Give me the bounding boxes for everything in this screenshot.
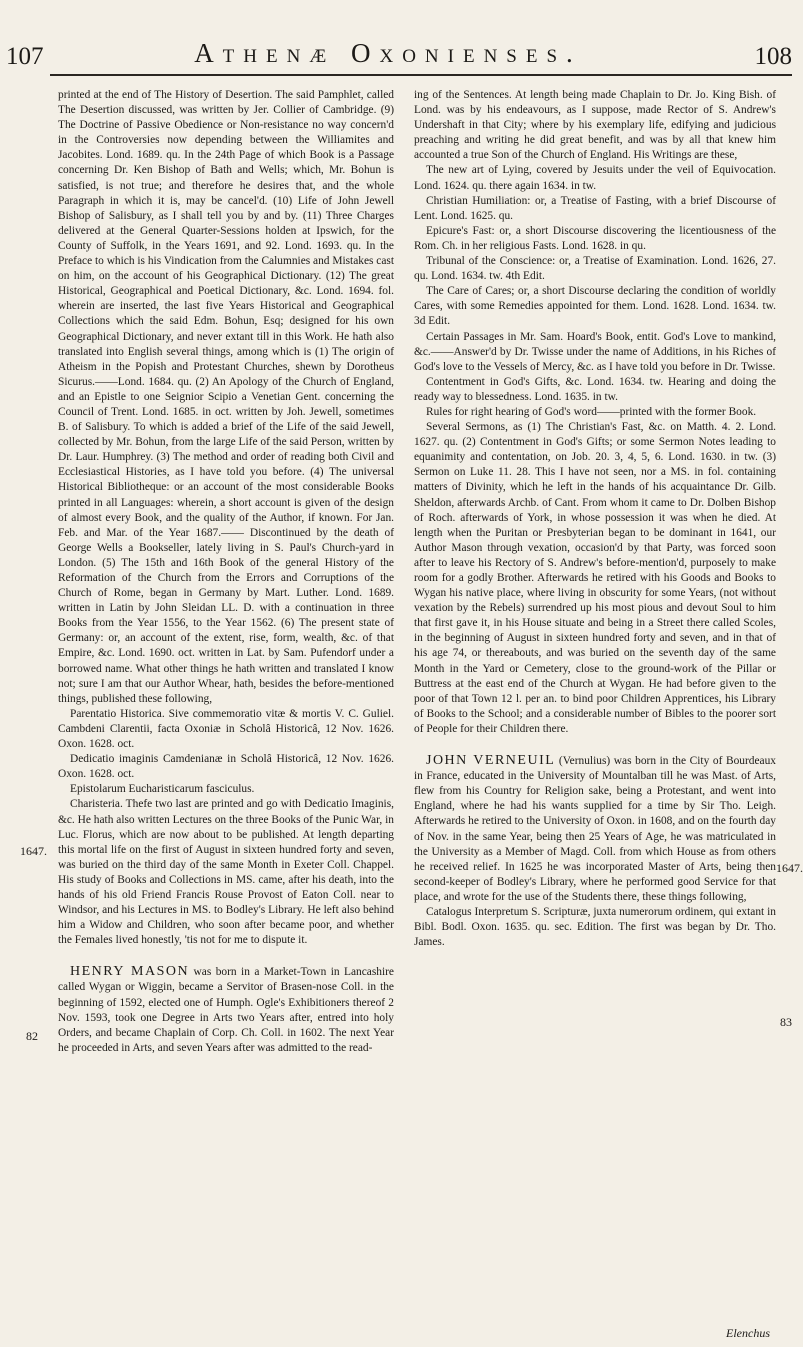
left-page-number: 107 bbox=[6, 43, 44, 70]
verneuil-entry bbox=[414, 753, 776, 905]
mason-text: was born in a Market-Town in Lancashire called Wygan or Wiggin, became a Servitor of Brasen-nose Coll. in the beginning of 1592, elected one of Humph. Ogle's Exhibitioners thereof 2 Nov. 1593, took one Degree in Arts two Years after, entred into holy Orders, and became Chaplain of Corp. Ch. Coll. in 1602. The next Year he proceeded in Arts, and seven Years after was admitted to the read- bbox=[58, 966, 394, 1054]
work-entry: Several Sermons, as (1) The Christian's Fast, &c. on Matth. 4. 2. Lond. 1627. qu. (2) Contentment in God's Gifts; or some Sermon Notes leading to equanimity and contentation, on Job. 20. 3, 4, 5, 6. Lond. 1630. in tw. (3) Sermon on Luke 11. 28. This I have not seen, nor a MS. in fol. containing matters of Divinity, which he left in the hands of his acquaintance Dr. Gilb. Sheldon, afterwards Archb. of Cant. From whom it came to Dr. Dolben Bishop of Roch. afterwards of York, in whose possession it was when he died. At length when the Puritan or Presbyterian began to be dominant in 1641, our Author Mason through vexation, occasion'd by that Party, was forced soon after to leave his Rectory of S. Andrew's before-mention'd, purposely to make room for a godly Brother. Afterwards he retired with his Goods and Books to Wygan his native place, where living in obscurity for some Years, (not without vexation by the Rebels) surrendred up his most pious and devout Soul to him that first gave it, in his House situate and being in a Street there called Scoles, in the beginning of August in sixteen hundred forty and seven, and in that of his age 74, or thereabouts, and was buried on the seventh day of the same Month in the Yard or Cemetery, close to the ground-work of the Pillar or Buttress at the east end of the Church at Wygan. He had before given to the poor of that Town 12 l. per an. to bind poor Children Apprentices, his Library of Books to the School; and a considerable number of Bibles to the poorer sort of People for their Children there. bbox=[414, 421, 776, 735]
work-entry: Christian Humiliation: or, a Treatise of Fasting, with a brief Discourse of Lent. Lond. 1625. qu. bbox=[414, 194, 776, 222]
right-page-number: 108 bbox=[754, 43, 792, 70]
margin-number-left: 82 bbox=[26, 1029, 38, 1043]
work-entry: Epistolarum Eucharisticarum fasciculus. bbox=[70, 783, 255, 796]
work-entry: Charisteria. Thefe two last are printed and go with Dedicatio Imaginis, &c. He hath also written Lectures on the three Books of the Punic War, in Luc. Florus, which are now about to be published. At length departing this mortal life on the first of August in sixteen hundred forty and seven, was buried on the third day of the same Month in Exeter Coll. Chappel. His study of Books and Collections in MS. came, after his death, into the hands of his old Friend Francis Rouse Provost of Eaton Coll. near to Windsor, and his Lectures in MS. to Bodley's Library. He left also behind him a Widow and Children, who soon after became poor, and whether the Females lived honestly, 'tis not for me to dispute it. bbox=[58, 798, 394, 947]
header-rule bbox=[50, 74, 792, 76]
work-entry: Certain Passages in Mr. Sam. Hoard's Book, entit. God's Love to mankind, &c.——Answer'd by Dr. Twisse under the name of Additions, in his Riches of God's love to the Vessels of Mercy, &c. as I have told you before in Dr. Twisse. bbox=[414, 330, 776, 373]
page-header bbox=[0, 0, 800, 70]
work-entry: Catalogus Interpretum S. Scripturæ, juxta numerorum ordinem, qui extant in Bibl. Bodl. Oxon. 1635. qu. sec. Edition. The first was began by Dr. Tho. James. bbox=[414, 905, 776, 949]
catchword: Elenchus bbox=[726, 1326, 770, 1340]
mason-continued: ing of the Sentences. At length being made Chaplain to Dr. Jo. King Bish. of Lond. was by his endeavours, as I suppose, made Rector of S. Andrew's Undershaft in that City; where by his exemplary life, edifying and judicious preaching and writing he did great benefit, and was by all that knew him accounted a true Son of the Church of England. His Writings are these, bbox=[414, 89, 776, 162]
verneuil-name: JOHN VERNEUIL bbox=[426, 753, 556, 769]
margin-year-right: 1647. bbox=[776, 861, 803, 875]
mason-name: HENRY MASON bbox=[70, 964, 190, 980]
margin-year-left: 1647. bbox=[20, 844, 47, 858]
mason-entry bbox=[58, 964, 394, 1056]
work-entry: Tribunal of the Conscience: or, a Treatise of Examination. Lond. 1626, 27. qu. Lond. 1634. tw. 4th Edit. bbox=[414, 255, 776, 283]
work-entry: The Care of Cares; or, a short Discourse declaring the condition of worldly Cares, with some Remedies appointed for them. Lond. 1628. Lond. 1634. tw. 3d Edit. bbox=[414, 285, 776, 328]
running-title: Athenæ Oxonienses. bbox=[194, 38, 582, 68]
work-entry: Parentatio Historica. Sive commemoratio vitæ & mortis V. C. Guliel. Cambdeni Clarentii, facta Oxoniæ in Scholâ Historicâ, 12 Nov. 1626. Oxon. 1628. oct. bbox=[58, 707, 394, 751]
work-entry: The new art of Lying, covered by Jesuits under the veil of Equivocation. Lond. 1624. qu. there again 1634. in tw. bbox=[414, 164, 776, 192]
work-entry: Rules for right hearing of God's word——printed with the former Book. bbox=[426, 405, 757, 418]
work-entry: Contentment in God's Gifts, &c. Lond. 1634. tw. Hearing and doing the ready way to blessedness. Lond. 1635. in tw. bbox=[414, 375, 776, 403]
work-entry: Dedicatio imaginis Camdenianæ in Scholâ Historicâ, 12 Nov. 1626. Oxon. 1628. oct. bbox=[58, 753, 394, 781]
margin-number-right: 83 bbox=[780, 1015, 792, 1029]
verneuil-text: (Vernulius) was born in the City of Bourdeaux in France, educated in the University of Mountalban till he was Mast. of Arts, flew from his Country for Religion sake, being a Protestant, and went into England, where he had his wants supplied for a time by Sir Tho. Leigh. Afterwards he retired to the University of Oxon. in 1608, and on the fourth day of Nov. in the same Year, being then 25 Years of Age, he was matriculated in the University as a Member of Magd. Coll. from which House as from others he received relief. In 1625 he was incorporated Master of Arts, being then second-keeper of Bodley's Library, where he performed good Service for that place, and wrote for the use of the Students there, these things following, bbox=[414, 755, 776, 903]
right-column bbox=[414, 88, 776, 1340]
bohun-works-paragraph: printed at the end of The History of Desertion. The said Pamphlet, called The Desertion discussed, was written by Jer. Collier of Cambridge. (9) The Doctrine of Passive Obedience or Non-resistance no way concern'd in the Controversies now depending between the Williamites and Jacobites. Lond. 1689. qu. In the 24th Page of which Book is a Passage concerning Dr. Ken Bishop of Bath and Wells; which, Mr. Bohun is satisfied, is not true; and therefore he desires that, and the whole Paragraph in which it is, may be cancel'd. (10) Life of John Jewell Bishop of Salisbury, as I shall tell you by and by. (11) Three Charges delivered at the General Quarter-Sessions holden at Ipswich, for the County of Suffolk, in the Years 1691, and 92. Lond. 1693. qu. In the Preface to which is his Vindication from the Calumnies and Mistakes cast on him, on the account of his Geographical Dictionary. (12) The great Historical, Geographical and Poetical Dictionary, &c. Lond. 1694. fol. wherein are inserted, the last five Years Historical and Geographical Collections which the said Edm. Bohun, Esq; designed for his own Geographical Dictionary, and never extant till in this Work. He hath also translated into English several things, among which is (1) The origin of Atheism in the Popish and Protestant Churches, shewn by Dorotheus Sicurus.——Lond. 1684. qu. (2) An Apology of the Church of England, and an Epistle to one Seignior Scipio a Venetian Gent. concerning the Council of Trent. Lond. 1685. in oct. written by Joh. Jewell, sometimes B. of Salisbury. To which is added a brief of the Life of the said Jewell, collected by Mr. Bohun, from the large Life of the said Person, written by Dr. Laur. Humphrey. (3) The method and order of reading both Civil and Ecclesiastical Histories, as I have told you before. (4) The universal Historical Bibliotheque: or an account of the most considerable Books printed in all Languages: wherein, a short account is given of the design of almost every Book, and the quality of the Author, if known. For Jan. Feb. and Mar. of the Year 1687.—— Discontinued by the death of George Wells a Bookseller, lately living in S. Paul's Church-yard in London. (5) The 15th and 16th Book of the general History of the Reformation of the Church from the Errors and Corruptions of the Church of Rome, began in Germany by Mart. Luther. Lond. 1689. written in Latin by John Sleidan LL. D. with a continuation in three Books from the Year 1556, to the Year 1562. (6) The present state of Germany: or, an account of the extent, rise, form, wealth, &c. of that Empire, &c. Lond. 1690. oct. written in Lat. by Sam. Pufendorf under a borrowed name. What other things he hath written and translated I know not; sure I am that our Author Whear, hath, besides the before-mentioned things, published these following, bbox=[58, 89, 395, 705]
work-entry: Epicure's Fast: or, a short Discourse discovering the licentiousness of the Rom. Ch. in her religious Fasts. Lond. 1628. in qu. bbox=[414, 224, 776, 252]
left-column bbox=[58, 88, 394, 1340]
